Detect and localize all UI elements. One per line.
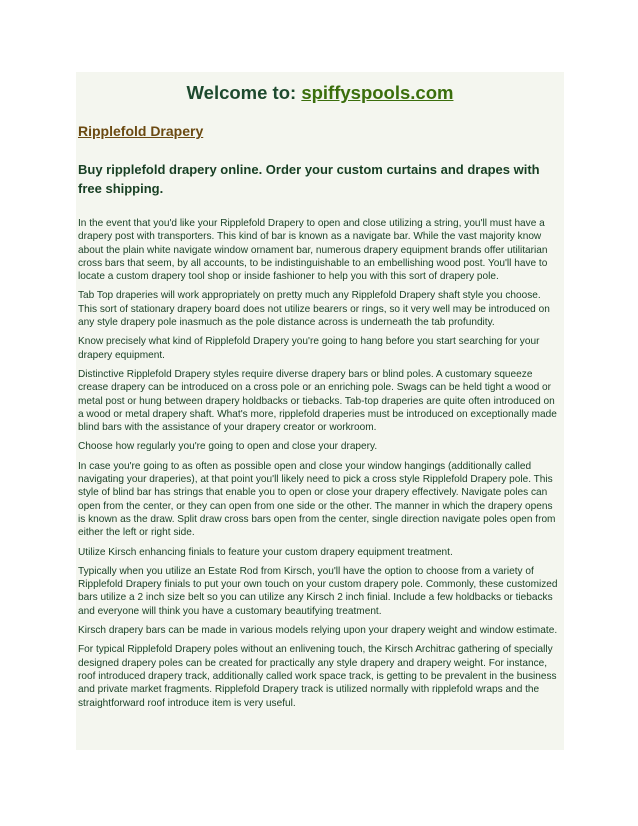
paragraph: In case you're going to as often as possible open and close your window hangings (additionally called navigating your draperies), at that point you'll likely need to pick a cross style Ripplefold Drapery pole. This style of blind bar has strings that enable you to open or close your drapery effectively. Navigate poles can open from the center, or they can open from one side or the other. The manner in which the drapery opens is known as the draw. Split draw cross bars open from the center, single direction navigate poles open from either the left or right side.	[78, 460, 556, 539]
section-heading: Ripplefold Drapery	[78, 123, 204, 139]
subheading: Buy ripplefold drapery online. Order your custom curtains and drapes with free shipping.	[78, 162, 540, 196]
welcome-text: Welcome to:	[186, 82, 297, 103]
paragraph: Kirsch drapery bars can be made in various models relying upon your drapery weight and window estimate.	[78, 625, 558, 637]
paragraph: Choose how regularly you're going to open and close your drapery.	[78, 441, 378, 453]
site-link[interactable]: spiffyspools.com	[301, 82, 454, 103]
content-panel	[76, 72, 564, 750]
paragraph: Tab Top draperies will work appropriately on pretty much any Ripplefold Drapery shaft style you choose. This sort of stationary drapery board does not utilize bearers or rings, so it very well may be introduced on any style drapery pole inasmuch as the pole distance across is underneath the tab profundity.	[78, 290, 550, 329]
paragraph: Utilize Kirsch enhancing finials to feature your custom drapery equipment treatment.	[78, 546, 453, 558]
paragraph: Typically when you utilize an Estate Rod from Kirsch, you'll have the option to choose from a variety of Ripplefold Drapery finials to put your own touch on your custom drapery pole. Commonly, these customized bars utilize a 2 inch size belt so you can utilize any Kirsch 2 inch finial. Include a few holdbacks or tiebacks and everyone will think you have a customary beautifying treatment.	[78, 565, 558, 617]
paragraph: Know precisely what kind of Ripplefold Drapery you're going to hang before you start searching for your drapery equipment.	[78, 336, 540, 361]
paragraph: For typical Ripplefold Drapery poles without an enlivening touch, the Kirsch Architrac gathering of specially designed drapery poles can be created for practically any style drapery and drapery weight. For instance, roof introduced drapery track, additionally called work space track, is getting to be prevalent in the business and private market fragments. Ripplefold Drapery track is utilized normally with ripplefold wraps and the straightforward roof introduce item is very useful.	[78, 644, 557, 709]
paragraph: In the event that you'd like your Ripplefold Drapery to open and close utilizing a string, you'll must have a drapery post with transporters. This kind of bar is known as a navigate bar. While the vast majority know about the plain white navigate window ornament bar, numerous drapery equipment brands offer utilitarian cross bars that seem, by all accounts, to be indistinguishable to an embellishing wood post. You'll have to locate a custom drapery tool shop or inside fashioner to help you with this sort of drapery pole.	[78, 218, 548, 283]
paragraph: Distinctive Ripplefold Drapery styles require diverse drapery bars or blind poles. A customary squeeze crease drapery can be introduced on a cross pole or an enriching pole. Swags can be held tight a wood or metal post or hung between drapery holdbacks or tiebacks. Tab-top draperies are quite often introduced on a wood or metal drapery shaft. What's more, ripplefold draperies must be introduced on exceptionally made blind bars with the assistance of your drapery creator or workroom.	[78, 368, 557, 434]
page-title	[78, 82, 562, 104]
